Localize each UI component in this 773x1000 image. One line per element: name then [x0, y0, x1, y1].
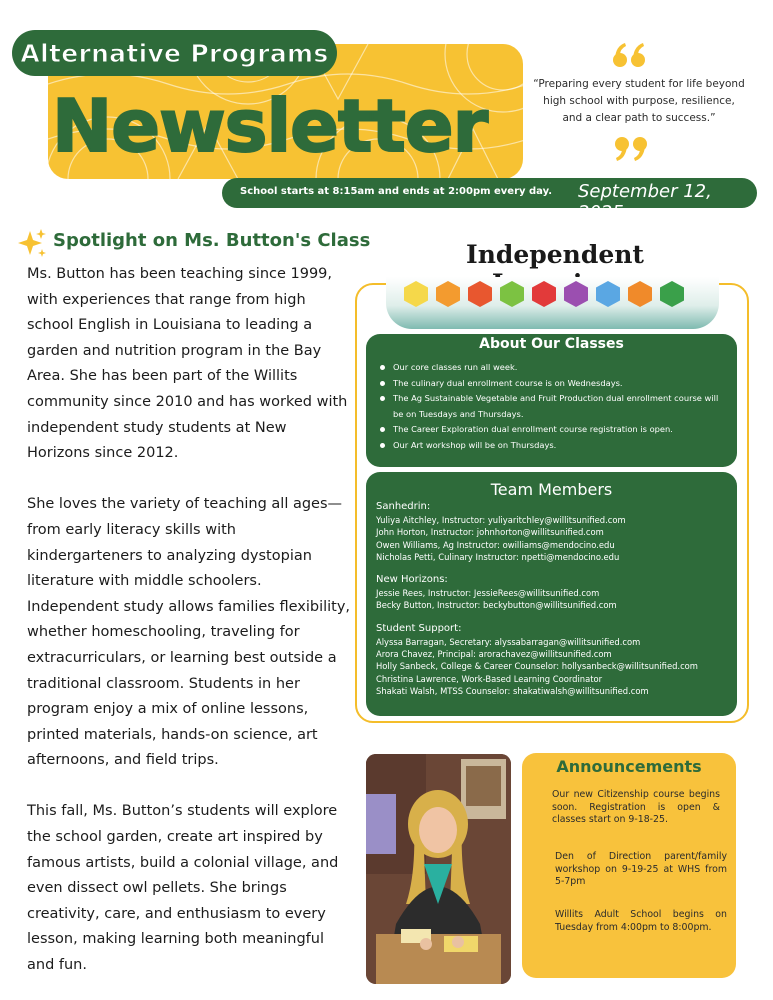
team-list [376, 500, 734, 707]
quote-open-icon [612, 42, 648, 68]
skills-hexagon-band [386, 277, 719, 329]
skill-hexagon-icon [660, 281, 684, 307]
mission-quote: “Preparing every student for life beyond high school with purpose, resilience, and a clear path to success.” [533, 78, 745, 124]
announcements-title: Announcements [556, 757, 702, 776]
team-member-line: Jessie Rees, Instructor: JessieRees@willitsunified.com [376, 588, 600, 599]
team-member-line: Alyssa Barragan, Secretary: alyssabarragan@willitsunified.com [376, 636, 641, 647]
spotlight-article [27, 262, 352, 1000]
team-member-line: Arora Chavez, Principal: arorachavez@willitsunified.com [376, 649, 612, 660]
teacher-photo-illustration [366, 754, 511, 984]
announcement-item: Willits Adult School begins on Tuesday from 4:00pm to 8:00pm. [555, 909, 727, 933]
list-item: The culinary dual enrollment course is on Wednesdays. [378, 376, 730, 392]
date-bar [222, 178, 757, 223]
team-member-line: Holly Sanbeck, College & Career Counselor: hollysanbeck@willitsunified.com [376, 661, 698, 672]
list-item: The Ag Sustainable Vegetable and Fruit Production dual enrollment course will be on Tuesdays and Thursdays. [378, 391, 730, 422]
team-member-line: Owen Williams, Ag Instructor: owilliams@mendocino.edu [376, 539, 615, 550]
quote-close-icon [612, 136, 648, 162]
issue-date: September 12, 2025 [578, 181, 712, 223]
list-item: The Career Exploration dual enrollment course registration is open. [378, 422, 730, 438]
team-member-line: Nicholas Petti, Culinary Instructor: npetti@mendocino.edu [376, 551, 620, 562]
team-group-new-horizons [376, 573, 734, 612]
about-classes-title: About Our Classes [479, 336, 624, 352]
spotlight-paragraph: This fall, Ms. Button’s students will explore the school garden, create art inspired by famous artists, build a colonial village, and even dissect owl pellets. She brings creativity, care, and enthusiasm to every lesson, making learning both meaningful and fun. [27, 803, 339, 974]
header-subtitle: Alternative Programs [20, 38, 329, 68]
skill-hexagon-icon [596, 281, 620, 307]
team-member-line: Becky Button, Instructor: beckybutton@willitsunified.com [376, 600, 617, 611]
team-member-line: Shakati Walsh, MTSS Counselor: shakatiwalsh@willitsunified.com [376, 685, 649, 696]
team-group-heading: Sanhedrin: [376, 501, 431, 512]
independent-learning-title: Independent [400, 240, 710, 298]
school-hours: School starts at 8:15am and ends at 2:00pm every day. [240, 186, 553, 197]
lightbulb-icon [404, 281, 428, 307]
sparkle-icon [16, 227, 48, 259]
skill-hexagon-icon [628, 281, 652, 307]
announcement-item: Our new Citizenship course begins soon. Registration is open & classes start on 9-18-25. [552, 789, 720, 826]
skill-hexagon-icon [500, 281, 524, 307]
team-group-heading: New Horizons: [376, 574, 448, 586]
team-members-title: Team Members [490, 480, 613, 499]
teacher-photo [366, 754, 511, 984]
skill-hexagon-icon [532, 281, 556, 307]
about-classes-list [378, 360, 730, 454]
team-group-heading: Student Support: [376, 622, 462, 634]
page-title: Newsletter [52, 84, 488, 168]
team-member-line: Yuliya Aitchley, Instructor: yuliyaritchley@willitsunified.com [376, 515, 626, 525]
list-item: Our core classes run all week. [378, 360, 730, 376]
announcements-box [522, 753, 736, 978]
team-member-line: Christina Lawrence, Work-Based Learning Coordinator [376, 673, 603, 684]
skill-hexagon-icon [468, 281, 492, 307]
skill-hexagon-icon [436, 281, 460, 307]
title-pill [12, 30, 337, 76]
team-group-sanhedrin [376, 500, 734, 563]
team-member-line: John Horton, Instructor: johnhorton@willitsunified.com [376, 527, 604, 538]
list-item: Our Art workshop will be on Thursdays. [378, 438, 730, 454]
spotlight-paragraph: Ms. Button has been teaching since 1999, with experiences that range from high school English in Louisiana to leading a garden and nutrition program in the Bay Area. She has been part of the Willits community since 2010 and has worked with independent study students at New Horizons since 2012. [27, 266, 348, 462]
clock-icon [564, 281, 588, 307]
announcement-item: Den of Direction parent/family workshop on 9-19-25 at WHS from 5-7pm [555, 851, 727, 888]
spotlight-title: Spotlight on Ms. Button's Class [53, 230, 371, 251]
team-members-box [366, 472, 737, 716]
about-classes-box [366, 334, 737, 467]
team-group-student-support [376, 622, 734, 697]
spotlight-paragraph: She loves the variety of teaching all ages—from early literacy skills with kindergarteners to analyzing dystopian literature with middle schoolers. Independent study allows families flexibility, whether homeschooling, traveling for extracurriculars, or learning best outside a traditional classroom. Students in her program enjoy a mix of online lessons, printed materials, hands-on science, art afternoons, and field trips. [27, 496, 351, 769]
